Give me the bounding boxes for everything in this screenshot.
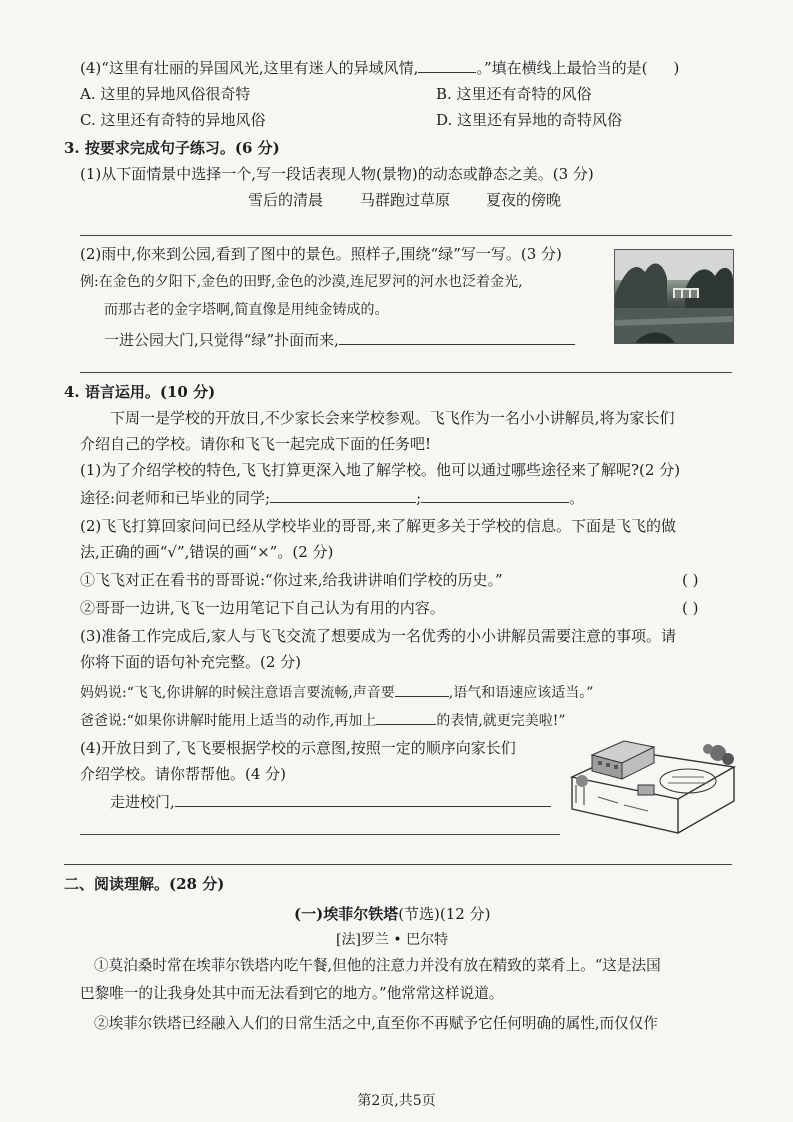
s4-q1-end: 。 [569, 489, 585, 507]
s4-q3-prompt-1: (3)准备工作完成后,家人与飞飞交流了想要成为一名优秀的小小讲解员需要注意的事项。请 [80, 627, 677, 645]
s4-dad-text-a: 爸爸说:“如果你讲解时能用上适当的动作,再加上 [80, 713, 377, 729]
s4-mom-line [80, 682, 593, 703]
reading-1-author: [法]罗兰 • 巴尔特 [336, 932, 449, 948]
q4-option-c: C. 这里还有奇特的异地风俗 [80, 111, 266, 129]
s4-dad-line [80, 710, 566, 731]
s4-mom-text-a: 妈妈说:“飞飞,你讲解的时候注意语言要流畅,声音要 [80, 685, 395, 701]
s4-q1-answer [80, 488, 584, 508]
s3-part2-answer-blank[interactable] [339, 330, 575, 345]
s4-mom-text-b: ,语气和语速应该适当。” [448, 685, 594, 701]
s4-q1-example: 途径:问老师和已毕业的同学; [80, 489, 271, 507]
s3-part1-answer-line[interactable] [80, 235, 732, 236]
s4-q2-item-1: ①飞飞对正在看书的哥哥说:“你过来,给我讲讲咱们学校的历史。” [80, 571, 503, 589]
s4-q2-item-2-bracket[interactable]: ( ) [682, 599, 699, 617]
s4-q1-blank-1[interactable] [270, 488, 416, 503]
scene-option-1: 雪后的清晨 [248, 191, 324, 209]
q4-stem-part-a: (4)“这里有壮丽的异国风光,这里有迷人的异域风情, [80, 59, 419, 77]
reading-1-para-1b: 巴黎唯一的让我身处其中而无法看到它的地方。”他常常这样说道。 [80, 985, 504, 1002]
q4-option-d: D. 这里还有异地的奇特风俗 [436, 111, 623, 129]
s3-part2-lead: 一进公园大门,只觉得“绿”扑面而来, [104, 331, 339, 349]
reading-1-para-2: ②埃菲尔铁塔已经融入人们的日常生活之中,直至你不再赋予它任何明确的属性,而仅仅作 [94, 1015, 658, 1032]
school-map-art [568, 737, 738, 837]
section-divider [64, 864, 732, 865]
s4-q1-separator: ; [416, 489, 422, 507]
reading-1-para-1a: ①莫泊桑时常在埃菲尔铁塔内吃午餐,但他的注意力并没有放在精致的菜肴上。“这是法国 [94, 957, 661, 974]
scene-option-3: 夏夜的傍晚 [486, 191, 562, 209]
s3-part2-start [104, 330, 575, 350]
q4-stem-part-b: 。”填在横线上最恰当的是( [476, 59, 648, 77]
school-map-illustration [568, 737, 738, 837]
s4-q2-prompt-2: 法,正确的画“√”,错误的画“×”。(2 分) [80, 543, 334, 561]
s4-intro-line-1: 下周一是学校的开放日,不少家长会来学校参观。飞飞作为一名小小讲解员,将为家长们 [110, 409, 675, 427]
q4-option-b: B. 这里还有奇特的风俗 [436, 85, 592, 103]
section-3-title: 3. 按要求完成句子练习。(6 分) [64, 139, 280, 157]
s3-part2-answer-line[interactable] [80, 372, 732, 373]
s4-q4-answer-line[interactable] [80, 834, 560, 835]
reading-1-heading: (一)埃菲尔铁塔 [294, 905, 399, 923]
s4-mom-blank[interactable] [395, 682, 449, 697]
s4-intro-line-2: 介绍自己的学校。请你和飞飞一起完成下面的任务吧! [80, 435, 432, 453]
s4-q1-prompt: (1)为了介绍学校的特色,飞飞打算更深入地了解学校。他可以通过哪些途径来了解呢?(2 分) [80, 461, 681, 479]
s3-part1-prompt: (1)从下面情景中选择一个,写一段话表现人物(景物)的动态或静态之美。(3 分) [80, 165, 594, 183]
s4-q1-blank-2[interactable] [421, 488, 569, 503]
page-number: 第2页,共5页 [357, 1093, 436, 1109]
park-photo [614, 249, 734, 344]
question-4-stem [80, 58, 679, 78]
s4-q3-prompt-2: 你将下面的语句补充完整。(2 分) [80, 653, 302, 671]
park-photo-art [615, 250, 733, 343]
s4-dad-blank[interactable] [376, 710, 436, 725]
reading-1-note: (节选)(12 分) [398, 905, 491, 923]
reading-1-title [294, 904, 490, 924]
s3-example-line-1: 例:在金色的夕阳下,金色的田野,金色的沙漠,连尼罗河的河水也泛着金光, [80, 274, 523, 290]
s4-q4-prompt-1: (4)开放日到了,飞飞要根据学校的示意图,按照一定的顺序向家长们 [80, 739, 516, 757]
q4-option-a: A. 这里的异地风俗很奇特 [80, 85, 251, 103]
s4-q4-lead: 走进校门, [110, 793, 175, 811]
scene-option-2: 马群跑过草原 [360, 191, 451, 209]
s3-part2-prompt: (2)雨中,你来到公园,看到了图中的景色。照样子,围绕“绿”写一写。(3 分) [80, 245, 562, 263]
q4-answer-blank[interactable] [418, 58, 476, 73]
part-2-title: 二、阅读理解。(28 分) [64, 875, 225, 893]
q4-stem-part-c: ) [673, 59, 680, 77]
s4-q2-prompt-1: (2)飞飞打算回家问问已经从学校毕业的哥哥,来了解更多关于学校的信息。下面是飞飞的做 [80, 517, 677, 535]
s3-example-line-2: 而那古老的金字塔啊,简直像是用纯金铸成的。 [104, 302, 389, 318]
s4-dad-text-b: 的表情,就更完美啦!” [436, 713, 566, 729]
s4-q4-blank[interactable] [175, 792, 551, 807]
section-4-title: 4. 语言运用。(10 分) [64, 383, 216, 401]
s4-q4-start [110, 792, 551, 812]
s4-q4-prompt-2: 介绍学校。请你帮帮他。(4 分) [80, 765, 287, 783]
s4-q2-item-2: ②哥哥一边讲,飞飞一边用笔记下自己认为有用的内容。 [80, 599, 445, 617]
s4-q2-item-1-bracket[interactable]: ( ) [682, 571, 699, 589]
